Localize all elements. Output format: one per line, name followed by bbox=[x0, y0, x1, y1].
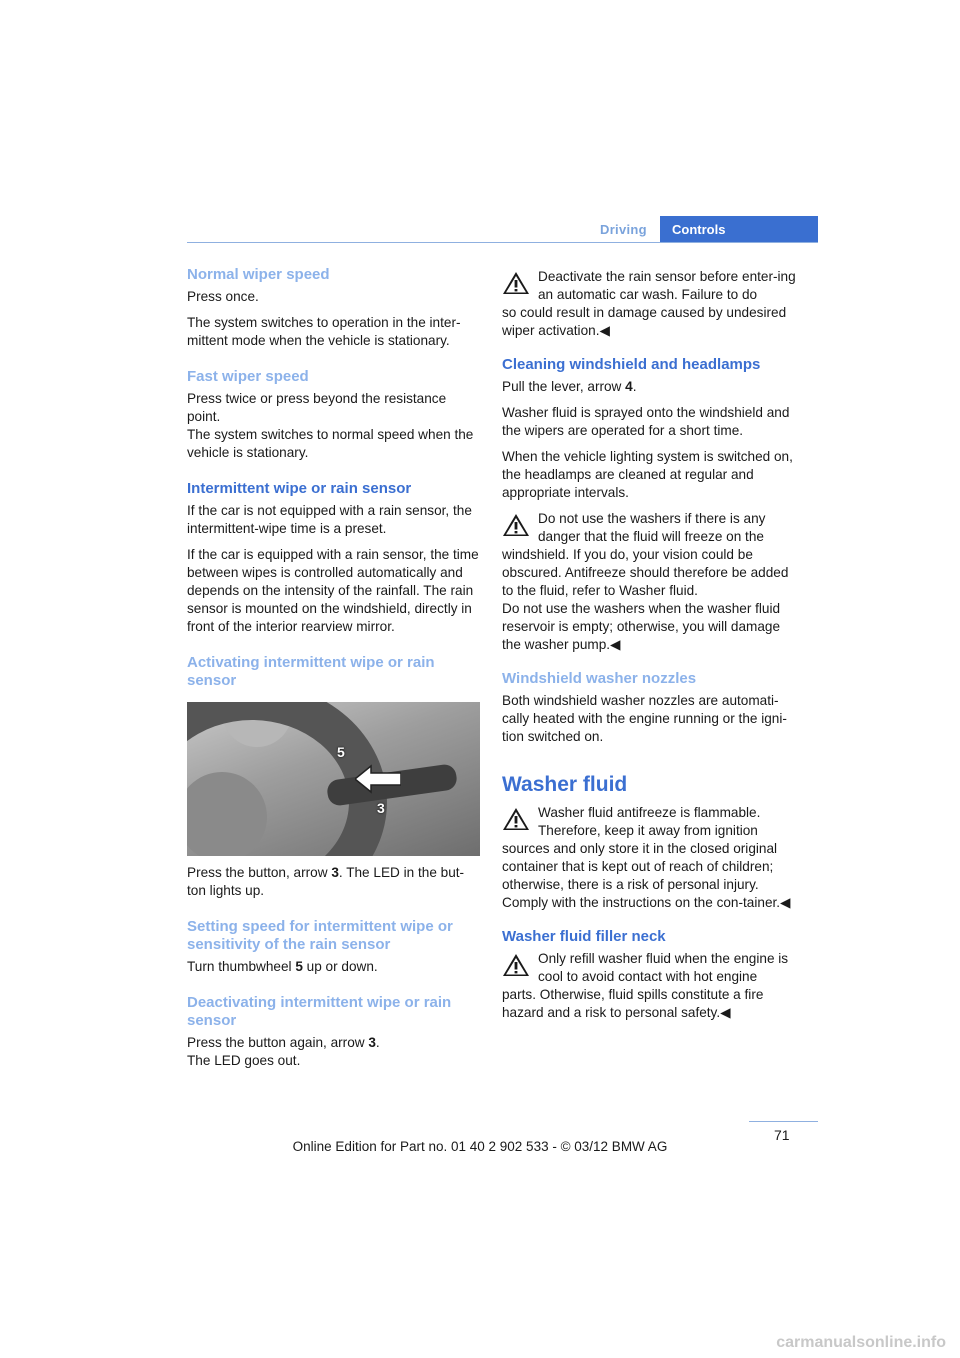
heading-washer-filler-neck: Washer fluid filler neck bbox=[502, 928, 666, 945]
warning-triangle-icon bbox=[502, 270, 530, 295]
warning-block: Do not use the washers if there is any danger that the fluid will freeze on the windshield. If you do, your vision could be obscured. Antifreeze should therefore be added to the fluid, refer to Washer fluid. Do not use the washers when the washer fluid reservoir is empty; otherwise, you will damage the washer pump.◀ bbox=[502, 511, 789, 652]
page-number: 71 bbox=[774, 1127, 790, 1143]
header-section: Driving bbox=[600, 222, 647, 237]
header-tab: Controls bbox=[660, 216, 818, 242]
warning-triangle-icon bbox=[502, 806, 530, 831]
paragraph: Washer fluid is sprayed onto the windshield and the wipers are operated for a short time. bbox=[502, 405, 790, 438]
warning-triangle-icon bbox=[502, 512, 530, 537]
heading-setting-speed: Setting speed for intermittent wipe or sensitivity of the rain sensor bbox=[187, 918, 453, 953]
heading-activating-intermittent: Activating intermittent wipe or rain sensor bbox=[187, 654, 435, 689]
photo-label-5: 5 bbox=[337, 744, 345, 760]
warning-block: Washer fluid antifreeze is flammable. Therefore, keep it away from ignition sources and only store it in the closed original container that is kept out of reach of children; otherwise, there is a risk of personal injury. Comply with the instructions on the con-tainer.◀ bbox=[502, 805, 791, 910]
heading-intermittent-wipe: Intermittent wipe or rain sensor bbox=[187, 480, 412, 497]
paragraph: If the car is not equipped with a rain sensor, the intermittent-wipe time is a preset. bbox=[187, 503, 472, 536]
paragraph: Pull the lever, arrow 4. bbox=[502, 379, 637, 394]
heading-deactivating: Deactivating intermittent wipe or rain sensor bbox=[187, 994, 452, 1029]
page-number-rule bbox=[749, 1121, 818, 1122]
warning-block: Only refill washer fluid when the engine is cool to avoid contact with hot engine parts. Otherwise, fluid spills constitute a fire hazard and a risk to personal safety.◀ bbox=[502, 951, 789, 1020]
paragraph: Both windshield washer nozzles are automati-cally heated with the engine running or the igni-tion switched on. bbox=[502, 693, 787, 744]
warning-triangle-icon bbox=[502, 952, 530, 977]
footer-text: Online Edition for Part no. 01 40 2 902 533 - © 03/12 BMW AG bbox=[292, 1139, 668, 1154]
paragraph: Press the button, arrow 3. The LED in the but-ton lights up. bbox=[187, 865, 465, 898]
heading-washer-nozzles: Windshield washer nozzles bbox=[502, 670, 697, 687]
paragraph: The LED goes out. bbox=[187, 1053, 301, 1068]
watermark: carmanualsonline.info bbox=[776, 1334, 946, 1351]
paragraph: Turn thumbwheel 5 up or down. bbox=[187, 959, 378, 974]
heading-normal-wiper-speed: Normal wiper speed bbox=[187, 266, 330, 283]
paragraph: The system switches to operation in the inter-mittent mode when the vehicle is stationary. bbox=[187, 315, 461, 348]
heading-cleaning-windshield: Cleaning windshield and headlamps bbox=[502, 356, 761, 373]
arrow-left-icon bbox=[355, 764, 401, 794]
header-rule bbox=[187, 242, 818, 243]
paragraph: When the vehicle lighting system is switched on, the headlamps are cleaned at regular and appropriate intervals. bbox=[502, 449, 793, 500]
paragraph: Press twice or press beyond the resistance point. bbox=[187, 391, 447, 424]
heading-washer-fluid: Washer fluid bbox=[502, 773, 628, 796]
paragraph: If the car is equipped with a rain sensor, the time between wipes is controlled automatically and depends on the intensity of the rainfall. The rain sensor is mounted on the windshield, directly in front of the interior rearview mirror. bbox=[187, 547, 479, 634]
paragraph: Press the button again, arrow 3. bbox=[187, 1035, 380, 1050]
heading-fast-wiper-speed: Fast wiper speed bbox=[187, 368, 309, 385]
warning-block: Deactivate the rain sensor before enter-ing an automatic car wash. Failure to do so could result in damage caused by undesired wiper activation.◀ bbox=[502, 269, 796, 338]
right-column bbox=[502, 268, 800, 1032]
steering-wheel-photo bbox=[187, 702, 480, 856]
photo-label-3: 3 bbox=[377, 800, 385, 816]
paragraph: The system switches to normal speed when the vehicle is stationary. bbox=[187, 427, 474, 460]
left-column bbox=[187, 266, 482, 1078]
paragraph: Press once. bbox=[187, 289, 259, 304]
